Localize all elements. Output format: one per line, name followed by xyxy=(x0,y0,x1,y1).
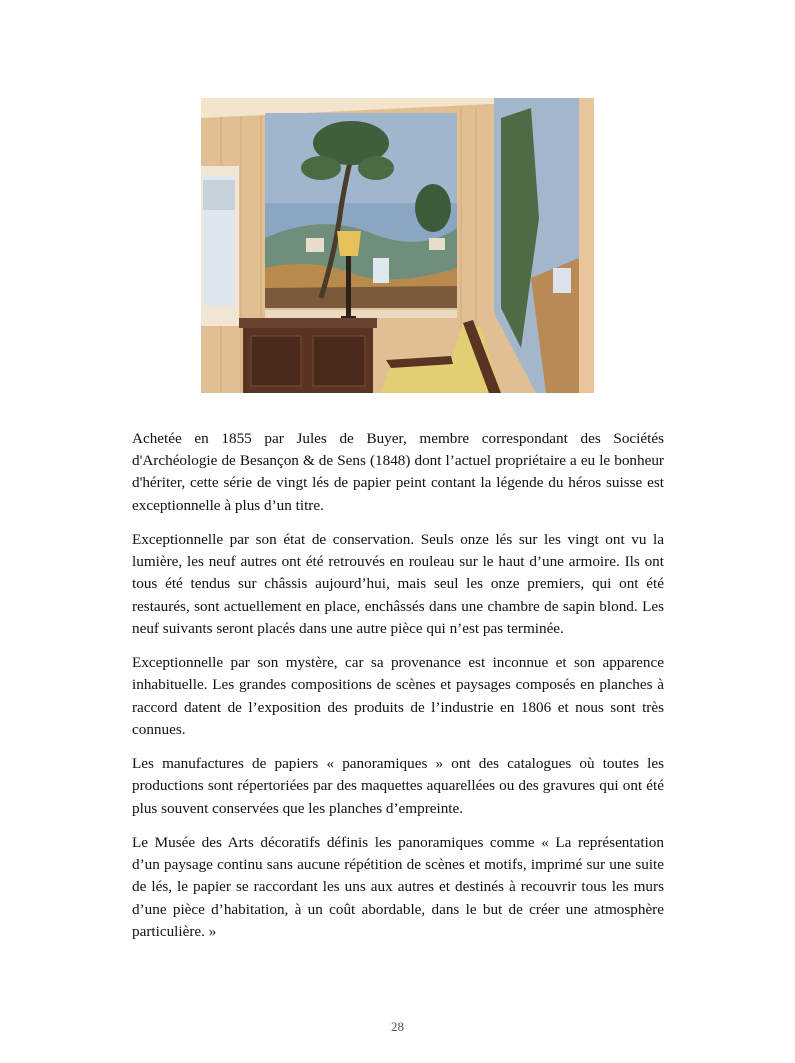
paragraph-5: Le Musée des Arts décoratifs définis les panoramiques comme « La représentation d’un paysage continu sans aucune répétition de scènes et motifs, imprimé sur une suite de lés, le papier se raccordant les uns aux autres et destinés à recouvrir tous les murs d’une pièce d’habitation, à un coût abordable, dans le but de créer une atmosphère particulière. » xyxy=(132,834,664,940)
paragraph-4: Les manufactures de papiers « panoramiques » ont des catalogues où toutes les productions sont répertoriées par des maquettes aquarellées ou des gravures qui ont été plus souvent conservées que les planches d’empreinte. xyxy=(132,755,664,817)
room-photo xyxy=(201,98,594,393)
paragraph-1: Achetée en 1855 par Jules de Buyer, membre correspondant des Sociétés d'Archéologie de Besançon & de Sens (1848) dont l’actuel propriétaire a eu le bonheur d'hériter, cette série de vingt lés de papier peint contant la légende du héros suisse est exceptionnelle à plus d’un titre. xyxy=(132,430,664,514)
paragraph-3: Exceptionnelle par son mystère, car sa provenance est inconnue et son apparence inhabituelle. Les grandes compositions de scènes et paysages composés en planches à raccord datent de l’exposition des produits de l’industrie en 1806 et nous sont très connues. xyxy=(132,654,664,738)
page-number: 28 xyxy=(391,1019,404,1034)
body-text xyxy=(132,428,664,955)
paragraph-2: Exceptionnelle par son état de conservation. Seuls onze lés sur les vingt ont vu la lumière, les neuf autres ont été retrouvés en rouleau sur le haut d’une armoire. Ils ont tous été tendus sur châssis aujourd’hui, mais seul les onze premiers, qui ont été restaurés, sont actuellement en place, enchâssés dans une chambre de sapin blond. Les neuf suivants seront placés dans une autre pièce qui n’est pas terminée. xyxy=(132,531,664,637)
